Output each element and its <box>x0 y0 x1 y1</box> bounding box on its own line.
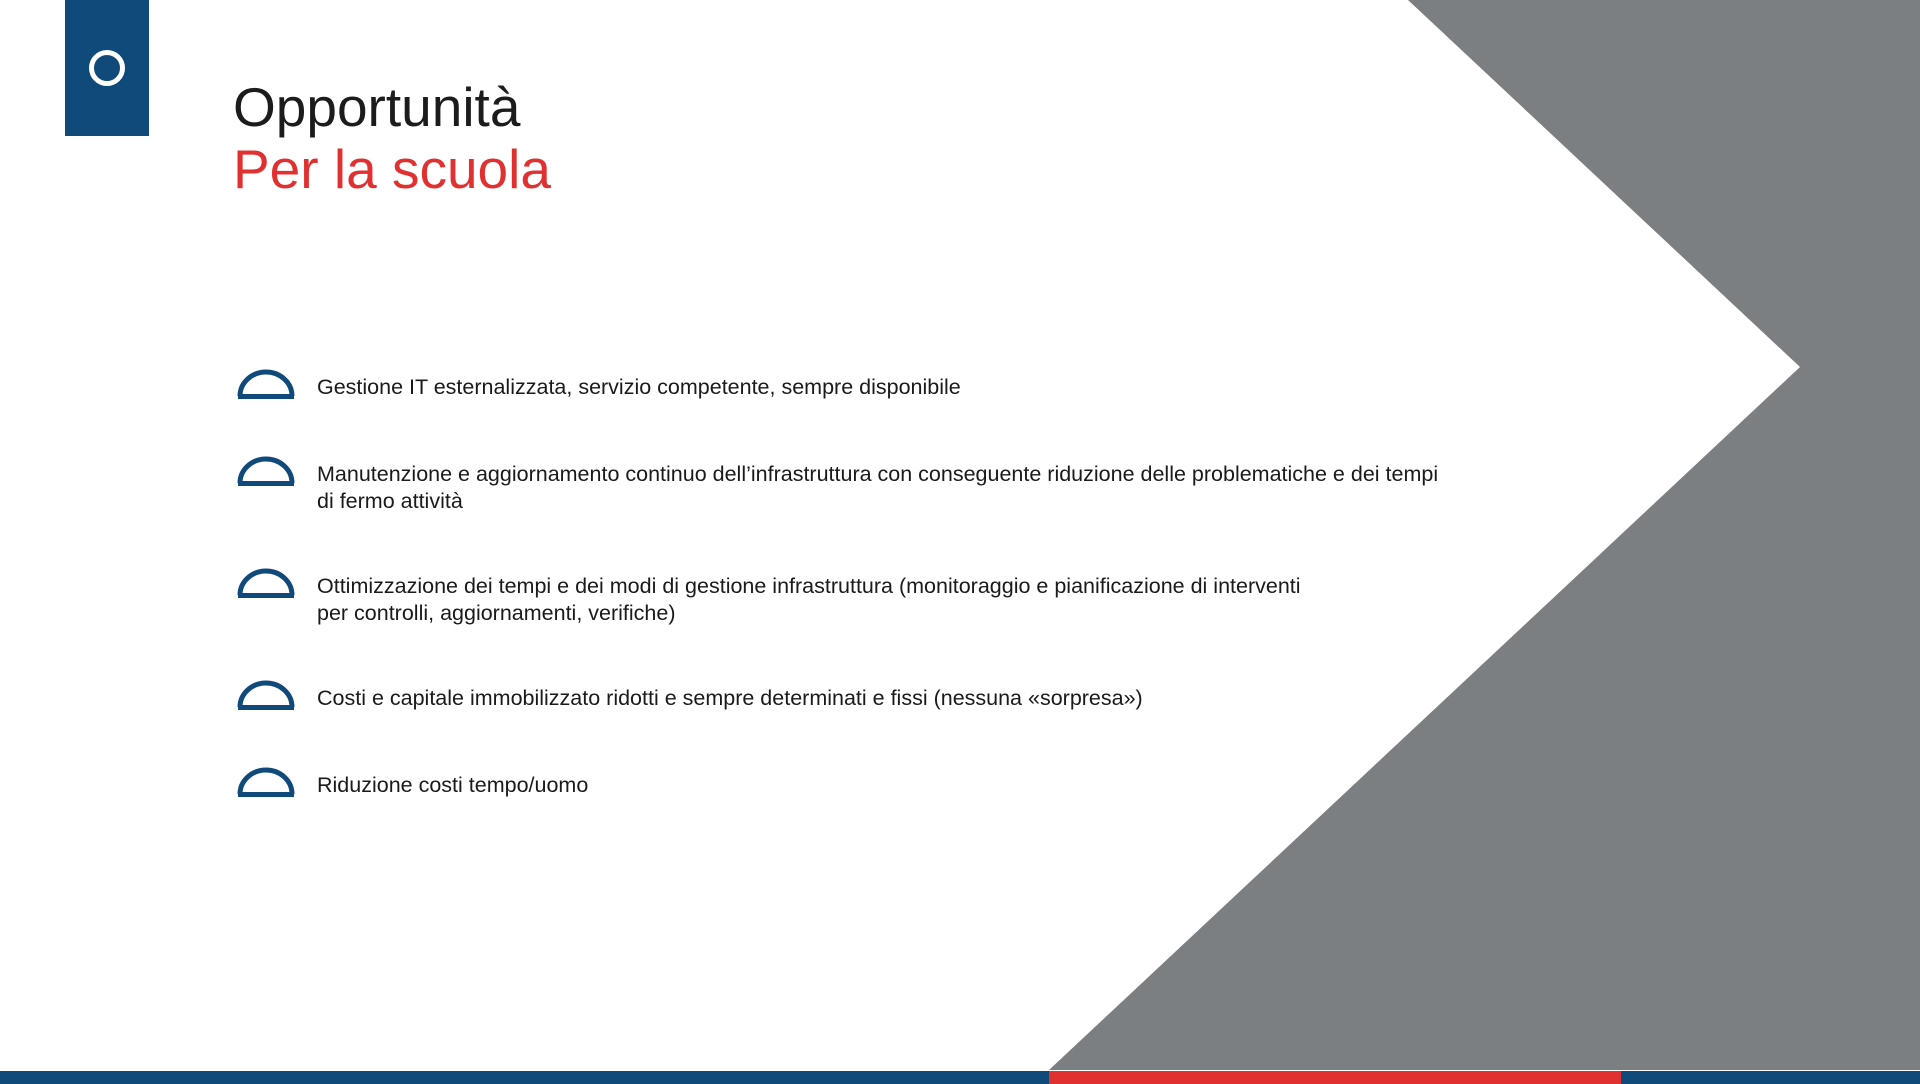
bottom-bar-blue-left <box>0 1071 1049 1084</box>
bullet-text <box>317 677 1143 712</box>
half-dome-icon <box>236 766 296 798</box>
title-block <box>233 76 551 200</box>
half-dome-icon <box>236 679 296 711</box>
half-dome-icon <box>236 455 296 487</box>
bottom-bar-blue-right <box>1621 1071 1920 1084</box>
half-dome-icon <box>236 567 296 599</box>
list-item <box>236 453 1476 515</box>
half-dome-icon <box>236 368 296 400</box>
bullet-line-2: di fermo attività <box>317 489 463 513</box>
list-item <box>236 565 1476 627</box>
bullet-line-1: Ottimizzazione dei tempi e dei modi di gestione infrastruttura (monitoraggio e pianificazione di interventi <box>317 574 1301 598</box>
bullet-line-1: Riduzione costi tempo/uomo <box>317 773 589 797</box>
bullet-line-1: Gestione IT esternalizzata, servizio competente, sempre disponibile <box>317 375 961 399</box>
list-item <box>236 366 1476 401</box>
list-item <box>236 764 1476 799</box>
bottom-color-bar <box>0 1071 1920 1084</box>
list-item <box>236 677 1476 712</box>
page-subtitle: Per la scuola <box>233 138 551 200</box>
bullet-line-2: per controlli, aggiornamenti, verifiche) <box>317 601 676 625</box>
bullet-line-1: Manutenzione e aggiornamento continuo dell’infrastruttura con conseguente riduzione delle problematiche e dei tempi <box>317 462 1439 486</box>
bullet-text <box>317 366 961 401</box>
page-title: Opportunità <box>233 76 521 138</box>
bullet-line-1: Costi e capitale immobilizzato ridotti e sempre determinati e fissi (nessuna «sorpresa») <box>317 686 1143 710</box>
bullet-text <box>317 453 1438 515</box>
ring-icon <box>89 50 125 86</box>
bottom-bar-red <box>1049 1071 1621 1084</box>
bullet-list <box>236 366 1476 851</box>
logo-badge <box>65 0 149 136</box>
bullet-text <box>317 565 1301 627</box>
bullet-text <box>317 764 588 799</box>
